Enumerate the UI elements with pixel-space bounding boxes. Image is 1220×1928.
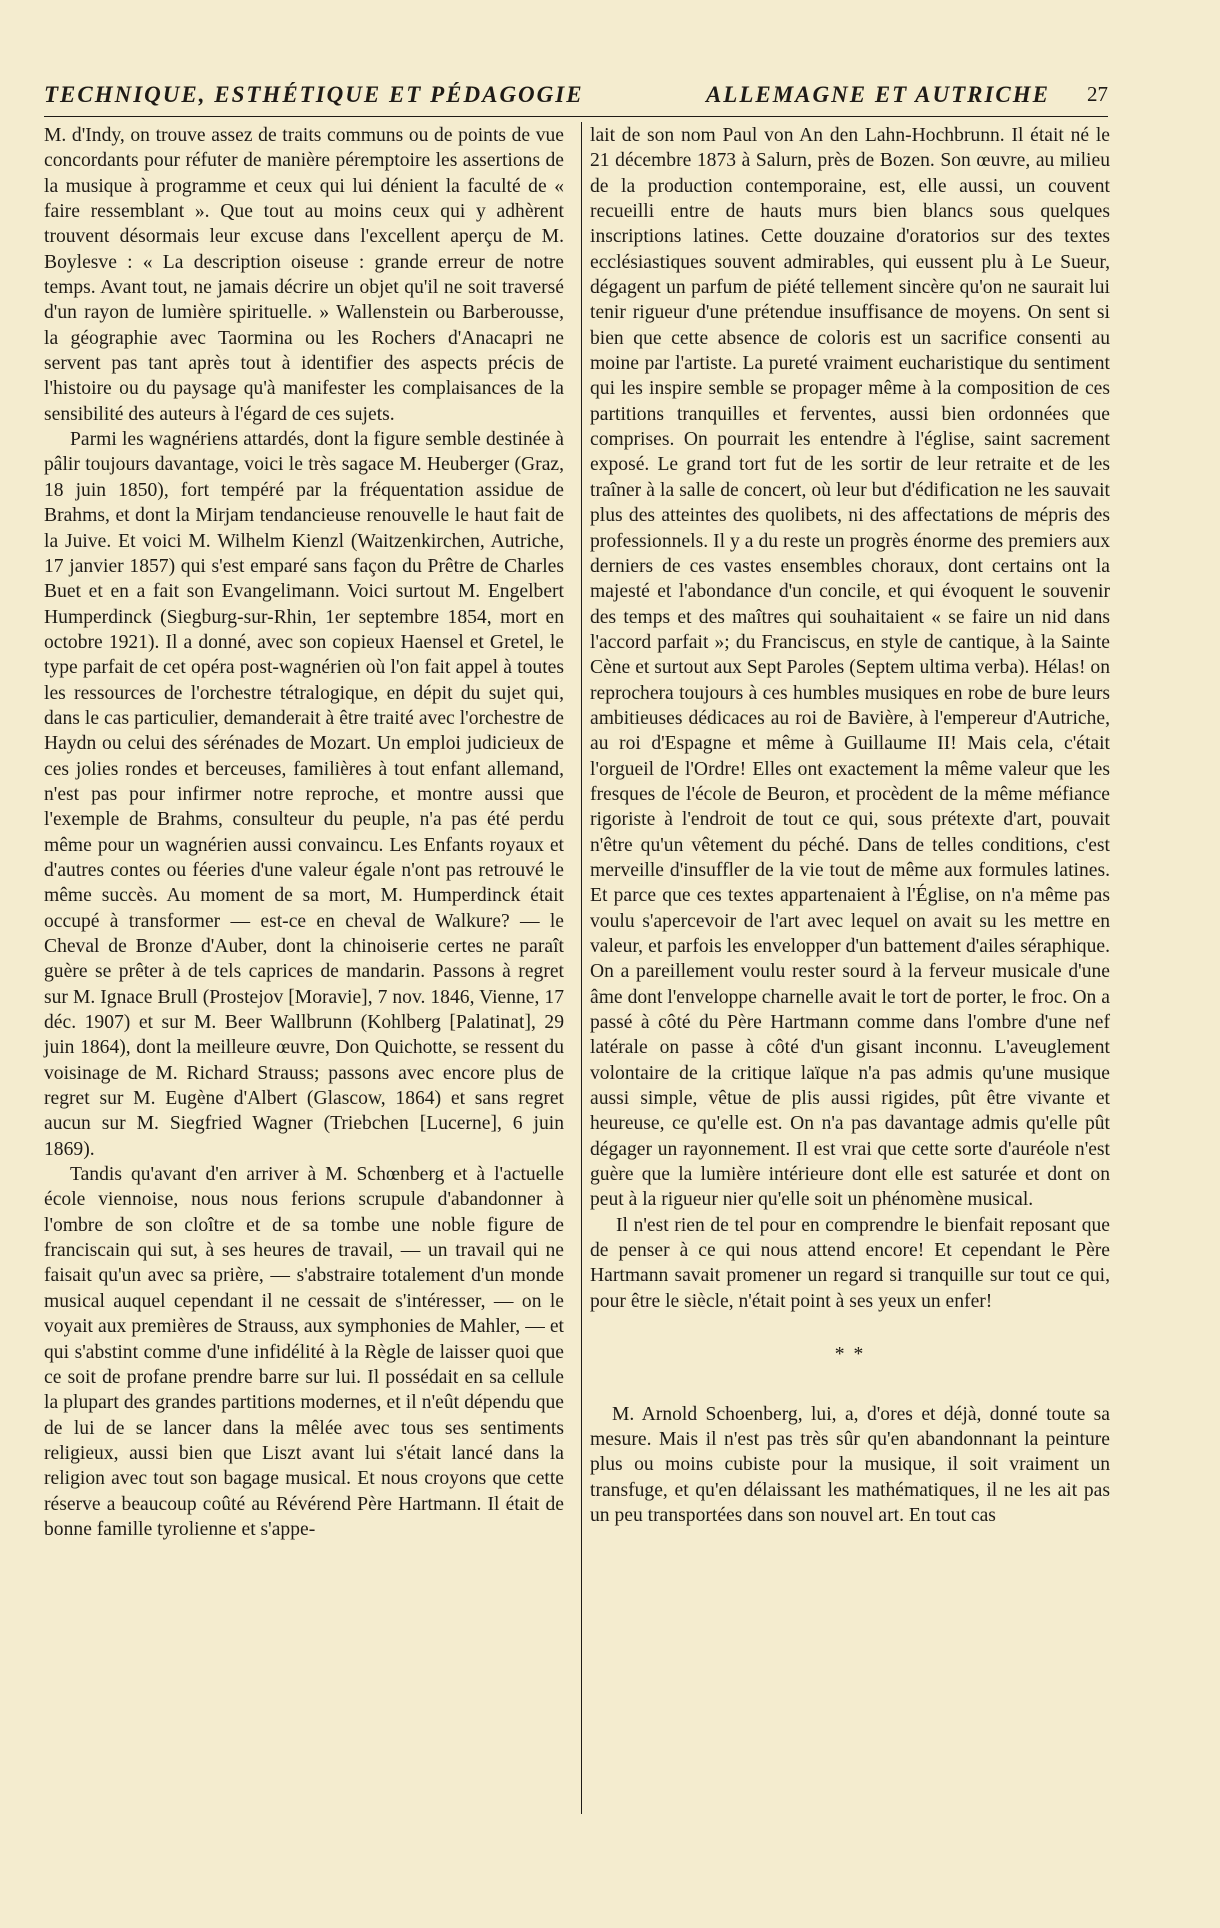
- right-column: [590, 123, 1110, 1528]
- running-title-right: ALLEMAGNE ET AUTRICHE: [705, 82, 1050, 107]
- column-divider: [581, 122, 582, 1814]
- left-paragraph-3: Tandis qu'avant d'en arriver à M. Schœnberg et à l'actuelle école viennoise, nous nous ferions scrupule d'abandonner à l'ombre de son cloître et de sa tombe une noble figure de franciscain qui sut, à ses heures de travail, — un travail qui ne faisait qu'un avec sa prière, — s'abstraire totalement d'un monde musical auquel cependant il ne cessait de s'intéresser, — on le voyait aux premières de Strauss, aux symphonies de Mahler, — et qui s'abstint comme d'une infidélité à la Règle de laisser quoi que ce soit de profane prendre barre sur lui. Il possédait en sa cellule la plupart des grandes partitions modernes, et il n'eût dépendu que de lui de se lancer dans la mêlée avec tous ses sentiments religieux, aussi bien que Liszt avant lui s'était lancé dans la religion avec tout son bagage musical. Et nous croyons que cette réserve a beaucoup coûté au Révérend Père Hartmann. Il était de bonne famille tyrolienne et s'appe-: [44, 1164, 564, 1540]
- header-rule: [44, 116, 1108, 117]
- right-paragraph-2: Il n'est rien de tel pour en comprendre le bienfait reposant que de penser à ce qui nous attend encore! Et cependant le Père Hartmann savait promener un regard si tranquille sur tout ce qui, pour être le siècle, n'était point à ses yeux un enfer!: [590, 1214, 1110, 1312]
- section-separator: * *: [834, 1344, 866, 1366]
- running-header: [44, 82, 1108, 110]
- left-paragraph-1: M. d'Indy, on trouve assez de traits communs ou de points de vue concordants pour réfuter de manière péremptoire les assertions de la musique à programme et ceux qui lui dénient la faculté de « faire ressemblant ». Que tout au moins ceux qui y adhèrent trouvent désormais leur excuse dans l'excellent aperçu de M. Boylesve : « La description oiseuse : grande erreur de notre temps. Avant tout, ne jamais décrire un objet qu'il ne soit traversé d'un rayon de lumière spirituelle. » Wallenstein ou Barberousse, la géographie avec Taormina ou les Rochers d'Anacapri ne servent pas tant après tout à identifier des aspects précis de l'histoire ou du paysage qu'à manifester les complaisances de la sensibilité des auteurs à l'égard de ces sujets.: [44, 125, 564, 425]
- right-paragraph-3: M. Arnold Schoenberg, lui, a, d'ores et déjà, donné toute sa mesure. Mais il n'est pas très sûr qu'en abandonnant la peinture plus ou moins cubiste pour la musique, il soit vraiment un transfuge, et qu'en délaissant les mathématiques, il ne les ait pas un peu transportées dans son nouvel art. En tout cas: [590, 1403, 1110, 1526]
- left-paragraph-2: Parmi les wagnériens attardés, dont la figure semble destinée à pâlir toujours davantage, voici le très sagace M. Heuberger (Graz, 18 juin 1850), fort tempéré par la fréquentation assidue de Brahms, et dont la Mirjam tendancieuse renouvelle le haut fait de la Juive. Et voici M. Wilhelm Kienzl (Waitzenkirchen, Autriche, 17 janvier 1857) qui s'est emparé sans façon du Prêtre de Charles Buet et en a fait son Evangelimann. Voici surtout M. Engelbert Humperdinck (Siegburg-sur-Rhin, 1er septembre 1854, mort en octobre 1921). Il a donné, avec son copieux Haensel et Gretel, le type parfait de cet opéra post-wagnérien où l'on fait appel à toutes les ressources de l'orchestre tétralogique, en dépit du sujet qui, dans le cas particulier, demanderait à être traité avec l'orchestre de Haydn ou celui des sérénades de Mozart. Un emploi judicieux de ces jolies rondes et berceuses, familières à tout enfant allemand, n'est pas pour infirmer notre reproche, et montre aussi que l'exemple de Brahms, consulteur du peuple, n'a pas été perdu même pour un wagnérien aussi convaincu. Les Enfants royaux et d'autres contes ou féeries d'une valeur égale n'ont pas retrouvé le même succès. Au moment de sa mort, M. Humperdinck était occupé à transformer — est-ce en cheval de Walkure? — le Cheval de Bronze d'Auber, dont la chinoiserie certes ne paraît guère se prêter à de tels caprices de mandarin. Passons à regret sur M. Ignace Brull (Prostejov [Moravie], 7 nov. 1846, Vienne, 17 déc. 1907) et sur M. Beer Wallbrunn (Kohlberg [Palatinat], 29 juin 1864), dont la meilleure œuvre, Don Quichotte, se ressent du voisinage de M. Richard Strauss; passons avec encore plus de regret sur M. Eugène d'Albert (Glascow, 1864) et sans regret aucun sur M. Siegfried Wagner (Triebchen [Lucerne], 6 juin 1869).: [44, 429, 564, 1160]
- running-title-left: TECHNIQUE, ESTHÉTIQUE ET PÉDAGOGIE: [44, 82, 584, 107]
- left-column: [44, 123, 564, 1542]
- right-paragraph-1: lait de son nom Paul von An den Lahn-Hochbrunn. Il était né le 21 décembre 1873 à Salurn, près de Bozen. Son œuvre, au milieu de la production contemporaine, est, elle aussi, un couvent recueilli entre de hauts murs bien blancs sous quelques inscriptions latines. Cette douzaine d'oratorios sur des textes ecclésiastiques souvent admirables, qui eussent plu à Le Sueur, dégagent un parfum de piété tellement sincère qu'on ne saurait lui tenir rigueur d'une prétendue insuffisance de moyens. On sent si bien que cette absence de coloris est un sacrifice consenti au moine par l'artiste. La pureté vraiment eucharistique du sentiment qui les inspire semble se propager même à la composition de ces partitions tranquilles et ferventes, aussi bien ordonnées que comprises. On pourrait les entendre à l'église, saint sacrement exposé. Le grand tort fut de les sortir de leur retraite et de les traîner à la salle de concert, où leur but d'édification ne les sauvait plus des atteintes des quolibets, ni des affectations de mépris des professionnels. Il y a du reste un progrès énorme des premiers aux derniers de ces vastes ensembles choraux, dont certains ont la majesté et l'abondance d'un concile, et qui évoquent le souvenir des temps et des maîtres qui souhaitaient « se faire un nid dans l'accord parfait »; du Franciscus, en style de cantique, à la Sainte Cène et surtout aux Sept Paroles (Septem ultima verba). Hélas! on reprochera toujours à ces humbles musiques en robe de bure leurs ambitieuses dédicaces au roi de Bavière, à l'empereur d'Autriche, au roi d'Espagne et même à Guillaume II! Mais cela, c'était l'orgueil de l'Ordre! Elles ont exactement la même valeur que les fresques de l'école de Beuron, et procèdent de la même méfiance rigoriste à l'endroit de tout ce qui, sous prétexte d'art, pouvait n'être qu'un vêtement du péché. Dans de telles conditions, c'est merveille d'insuffler de la vie tout de même aux formules latines. Et parce que ces textes appartenaient à l'Église, on n'a même pas voulu s'apercevoir de l'art avec lequel on avait su les mettre en valeur, et parfois les envelopper d'un battement d'ailes séraphique. On a pareillement voulu rester sourd à la ferveur musicale d'une âme dont l'enveloppe charnelle avait le tort de porter, le froc. On a passé à côté du Père Hartmann comme dans l'ombre d'une nef latérale on passe à côté d'un gisant inconnu. L'aveuglement volontaire de la critique laïque n'a pas admis qu'une musique aussi simple, vêtue de plis aussi rigides, pût être vivante et heureuse, ce qu'elle est. On n'a pas davantage admis qu'elle pût dégager un rayonnement. Il est vrai que cette sorte d'auréole n'est guère que la lumière intérieure dont elle est saturée et dont on peut à la rigueur nier qu'elle soit un phénomène musical.: [590, 125, 1110, 1211]
- page-number: 27: [1087, 82, 1108, 106]
